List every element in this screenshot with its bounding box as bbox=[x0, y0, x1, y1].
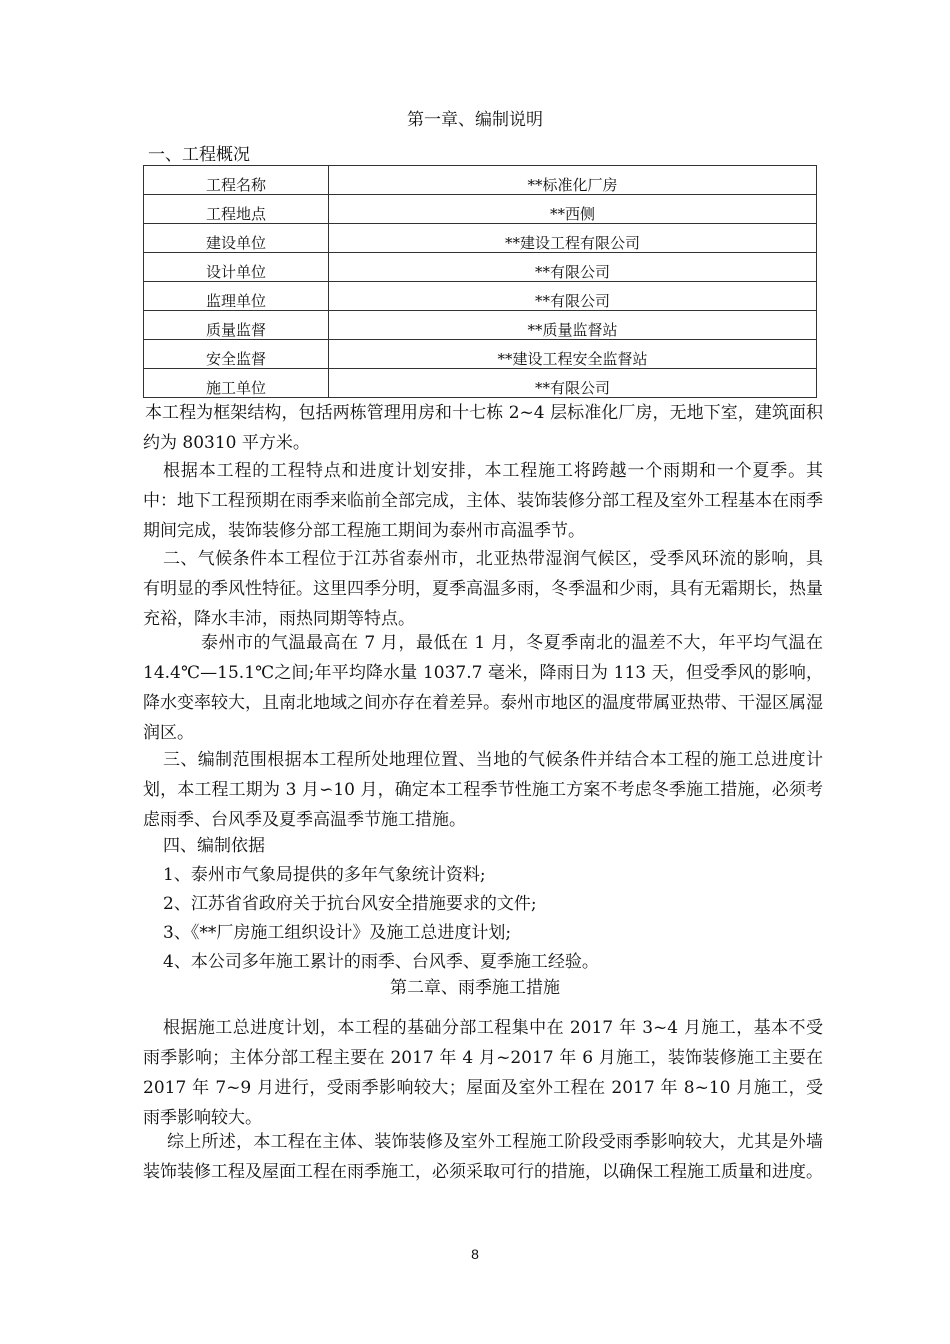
project-overview-table bbox=[143, 165, 817, 398]
table-row bbox=[144, 224, 817, 253]
paragraph-temperature: 泰州市的气温最高在 7 月，最低在 1 月，冬夏季南北的温差不大，年平均气温在 14.4℃—15.1℃之间;年平均降水量 1037.7 毫米，降雨日为 113 天，但受季风的影响，降水变率较大，且南北地域之间亦存在着差异。泰州市地区的温度带属亚热带、干湿区属湿润区。 bbox=[143, 633, 823, 743]
basis-item-3: 3、《**厂房施工组织设计》及施工总进度计划; bbox=[163, 923, 512, 943]
table-cell-value: **质量监督站 bbox=[329, 311, 817, 340]
section1-heading: 一、工程概况 bbox=[148, 145, 250, 165]
table-row bbox=[144, 369, 817, 398]
paragraph-rain-schedule: 根据施工总进度计划，本工程的基础分部工程集中在 2017 年 3~4 月施工，基本不受雨季影响；主体分部工程主要在 2017 年 4 月~2017 年 6 月施工，装饰装修施工主要在 2017 年 7~9 月进行，受雨季影响较大；屋面及室外工程在 2017 年 8~10 月施工，受雨季影响较大。 bbox=[143, 1018, 823, 1128]
paragraph-climate: 二、气候条件本工程位于江苏省泰州市，北亚热带湿润气候区，受季风环流的影响，具有明显的季风性特征。这里四季分明，夏季高温多雨，冬季温和少雨，具有无霜期长，热量充裕，降水丰沛，雨热同期等特点。 bbox=[143, 549, 823, 629]
paragraph-basis-heading: 四、编制依据 bbox=[163, 836, 265, 856]
table-cell-label: 建设单位 bbox=[144, 224, 329, 253]
chapter1-title: 第一章、编制说明 bbox=[407, 110, 543, 130]
page-number: 8 bbox=[471, 1246, 479, 1262]
table-cell-label: 质量监督 bbox=[144, 311, 329, 340]
table-row bbox=[144, 195, 817, 224]
table-cell-value: **有限公司 bbox=[329, 369, 817, 398]
chapter2-title: 第二章、雨季施工措施 bbox=[390, 978, 560, 998]
table-cell-value: **有限公司 bbox=[329, 282, 817, 311]
table-cell-label: 监理单位 bbox=[144, 282, 329, 311]
table-row bbox=[144, 282, 817, 311]
table-row bbox=[144, 166, 817, 195]
paragraph-schedule: 根据本工程的工程特点和进度计划安排，本工程施工将跨越一个雨期和一个夏季。其中：地下工程预期在雨季来临前全部完成，主体、装饰装修分部工程及室外工程基本在雨季期间完成，装饰装修分部工程施工期间为泰州市高温季节。 bbox=[143, 461, 823, 541]
table-cell-value: **建设工程有限公司 bbox=[329, 224, 817, 253]
table-cell-label: 工程地点 bbox=[144, 195, 329, 224]
table-cell-label: 安全监督 bbox=[144, 340, 329, 369]
table-row bbox=[144, 311, 817, 340]
table-row bbox=[144, 340, 817, 369]
table-cell-value: **建设工程安全监督站 bbox=[329, 340, 817, 369]
table-cell-value: **标准化厂房 bbox=[329, 166, 817, 195]
basis-item-4: 4、本公司多年施工累计的雨季、台风季、夏季施工经验。 bbox=[163, 952, 599, 972]
basis-item-1: 1、泰州市气象局提供的多年气象统计资料; bbox=[163, 865, 486, 885]
table-cell-label: 施工单位 bbox=[144, 369, 329, 398]
table-row bbox=[144, 253, 817, 282]
paragraph-project-structure: 本工程为框架结构，包括两栋管理用房和十七栋 2~4 层标准化厂房，无地下室，建筑面积约为 80310 平方米。 bbox=[143, 403, 823, 453]
paragraph-rain-summary: 综上所述，本工程在主体、装饰装修及室外工程施工阶段受雨季影响较大，尤其是外墙装饰装修工程及屋面工程在雨季施工，必须采取可行的措施，以确保工程施工质量和进度。 bbox=[143, 1132, 823, 1182]
table-cell-value: **西侧 bbox=[329, 195, 817, 224]
table-cell-label: 设计单位 bbox=[144, 253, 329, 282]
paragraph-scope: 三、编制范围根据本工程所处地理位置、当地的气候条件并结合本工程的施工总进度计划，本工程工期为 3 月∽10 月，确定本工程季节性施工方案不考虑冬季施工措施，必须考虑雨季、台风季及夏季高温季节施工措施。 bbox=[143, 750, 823, 830]
table-cell-label: 工程名称 bbox=[144, 166, 329, 195]
table-cell-value: **有限公司 bbox=[329, 253, 817, 282]
basis-item-2: 2、江苏省省政府关于抗台风安全措施要求的文件; bbox=[163, 894, 537, 914]
